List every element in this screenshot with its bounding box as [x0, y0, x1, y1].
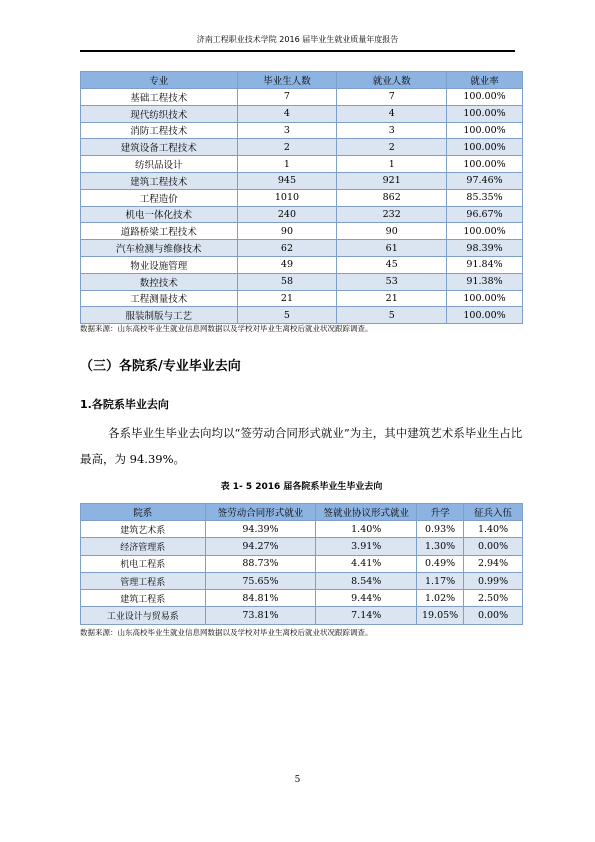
column-header: 就业人数 — [337, 72, 447, 89]
column-header: 专业 — [81, 72, 238, 89]
body-paragraph: 各系毕业生毕业去向均以“签劳动合同形式就业”为主，其中建筑艺术系毕业生占比最高，为 94.39%。 — [80, 426, 523, 466]
table-cell: 21 — [337, 290, 447, 307]
table-cell: 100.00% — [447, 105, 523, 122]
table-header-row — [81, 504, 523, 521]
table-row — [81, 290, 523, 307]
table-cell: 232 — [337, 206, 447, 223]
table-cell: 数控技术 — [81, 273, 238, 290]
table-cell: 机电工程系 — [81, 555, 206, 572]
page-header: 济南工程职业技术学院 2016 届毕业生就业质量年度报告 — [80, 34, 515, 52]
table-cell: 0.93% — [417, 521, 464, 538]
table-cell: 1.17% — [417, 572, 464, 589]
table-cell: 100.00% — [447, 307, 523, 324]
subsection-title: 1.各院系毕业去向 — [80, 398, 169, 411]
table-caption: 表 1- 5 2016 届各院系毕业生毕业去向 — [220, 482, 383, 492]
table-cell: 945 — [237, 172, 337, 189]
page-number: 5 — [294, 775, 301, 785]
table-cell: 5 — [237, 307, 337, 324]
table-row — [81, 590, 523, 607]
table-cell: 100.00% — [447, 156, 523, 173]
table-cell: 建筑设备工程技术 — [81, 139, 238, 156]
table-cell: 3 — [337, 122, 447, 139]
table-row — [81, 122, 523, 139]
column-header: 升学 — [417, 504, 464, 521]
table-cell: 2 — [237, 139, 337, 156]
table-cell: 5 — [337, 307, 447, 324]
table-cell: 1 — [337, 156, 447, 173]
table-row — [81, 206, 523, 223]
table-cell: 建筑工程技术 — [81, 172, 238, 189]
column-header: 征兵入伍 — [464, 504, 523, 521]
table-cell: 84.81% — [205, 590, 316, 607]
table-cell: 62 — [237, 240, 337, 257]
table-cell: 2.50% — [464, 590, 523, 607]
table-cell: 94.27% — [205, 538, 316, 555]
table-cell: 19.05% — [417, 607, 464, 624]
table-cell: 物业设施管理 — [81, 256, 238, 273]
table-cell: 45 — [337, 256, 447, 273]
table-cell: 90 — [337, 223, 447, 240]
table-cell: 0.00% — [464, 538, 523, 555]
table-cell: 建筑工程系 — [81, 590, 206, 607]
table-cell: 96.67% — [447, 206, 523, 223]
table-cell: 8.54% — [316, 572, 417, 589]
table-cell: 3 — [237, 122, 337, 139]
table-cell: 100.00% — [447, 89, 523, 106]
table-cell: 7 — [337, 89, 447, 106]
table-cell: 消防工程技术 — [81, 122, 238, 139]
table-row — [81, 256, 523, 273]
table-row — [81, 555, 523, 572]
table-cell: 21 — [237, 290, 337, 307]
table-cell: 1.40% — [464, 521, 523, 538]
table-cell: 7.14% — [316, 607, 417, 624]
table-cell: 100.00% — [447, 139, 523, 156]
table-row — [81, 607, 523, 624]
table-cell: 100.00% — [447, 290, 523, 307]
table-row — [81, 105, 523, 122]
table-cell: 工业设计与贸易系 — [81, 607, 206, 624]
table-cell: 汽车检测与维修技术 — [81, 240, 238, 257]
table-cell: 1.40% — [316, 521, 417, 538]
table-cell: 工程造价 — [81, 189, 238, 206]
table-row — [81, 172, 523, 189]
table-cell: 2 — [337, 139, 447, 156]
table-cell: 9.44% — [316, 590, 417, 607]
table-cell: 0.00% — [464, 607, 523, 624]
table-cell: 3.91% — [316, 538, 417, 555]
table-row — [81, 307, 523, 324]
table-cell: 管理工程系 — [81, 572, 206, 589]
table-cell: 921 — [337, 172, 447, 189]
column-header: 就业率 — [447, 72, 523, 89]
table-cell: 现代纺织技术 — [81, 105, 238, 122]
table-cell: 75.65% — [205, 572, 316, 589]
table-row — [81, 538, 523, 555]
table-cell: 4 — [337, 105, 447, 122]
table-cell: 1.30% — [417, 538, 464, 555]
table-cell: 100.00% — [447, 122, 523, 139]
table-cell: 90 — [237, 223, 337, 240]
table-cell: 91.38% — [447, 273, 523, 290]
table-row — [81, 240, 523, 257]
table-cell: 7 — [237, 89, 337, 106]
column-header: 毕业生人数 — [237, 72, 337, 89]
column-header: 签就业协议形式就业 — [316, 504, 417, 521]
table-row — [81, 139, 523, 156]
table-cell: 58 — [237, 273, 337, 290]
table-cell: 经济管理系 — [81, 538, 206, 555]
table-cell: 862 — [337, 189, 447, 206]
table-cell: 纺织品设计 — [81, 156, 238, 173]
table-source-note: 数据来源：山东高校毕业生就业信息网数据以及学校对毕业生离校后就业状况跟踪调查。 — [80, 324, 373, 333]
department-destination-table — [80, 503, 523, 625]
table-cell: 1.02% — [417, 590, 464, 607]
table-cell: 1010 — [237, 189, 337, 206]
table-row — [81, 189, 523, 206]
table-cell: 61 — [337, 240, 447, 257]
table-cell: 4 — [237, 105, 337, 122]
table-cell: 100.00% — [447, 223, 523, 240]
table-source-note: 数据来源：山东高校毕业生就业信息网数据以及学校对毕业生离校后就业状况跟踪调查。 — [80, 628, 373, 637]
table-cell: 98.39% — [447, 240, 523, 257]
table-row — [81, 156, 523, 173]
column-header: 院系 — [81, 504, 206, 521]
table-cell: 服装制版与工艺 — [81, 307, 238, 324]
table-row — [81, 89, 523, 106]
table-row — [81, 273, 523, 290]
table-row — [81, 223, 523, 240]
table-header-row — [81, 72, 523, 89]
table-cell: 工程测量技术 — [81, 290, 238, 307]
table-cell: 4.41% — [316, 555, 417, 572]
table-cell: 建筑艺术系 — [81, 521, 206, 538]
table-cell: 94.39% — [205, 521, 316, 538]
table-cell: 240 — [237, 206, 337, 223]
table-cell: 85.35% — [447, 189, 523, 206]
table-cell: 基础工程技术 — [81, 89, 238, 106]
table-cell: 73.81% — [205, 607, 316, 624]
table-cell: 机电一体化技术 — [81, 206, 238, 223]
table-row — [81, 572, 523, 589]
table-row — [81, 521, 523, 538]
table-cell: 0.99% — [464, 572, 523, 589]
table-cell: 88.73% — [205, 555, 316, 572]
table-cell: 1 — [237, 156, 337, 173]
table-cell: 0.49% — [417, 555, 464, 572]
table-cell: 53 — [337, 273, 447, 290]
column-header: 签劳动合同形式就业 — [205, 504, 316, 521]
table-cell: 49 — [237, 256, 337, 273]
table-cell: 道路桥梁工程技术 — [81, 223, 238, 240]
table-cell: 91.84% — [447, 256, 523, 273]
major-employment-table — [80, 71, 523, 324]
table-cell: 2.94% — [464, 555, 523, 572]
table-cell: 97.46% — [447, 172, 523, 189]
section-title: （三）各院系/专业毕业去向 — [80, 359, 241, 374]
